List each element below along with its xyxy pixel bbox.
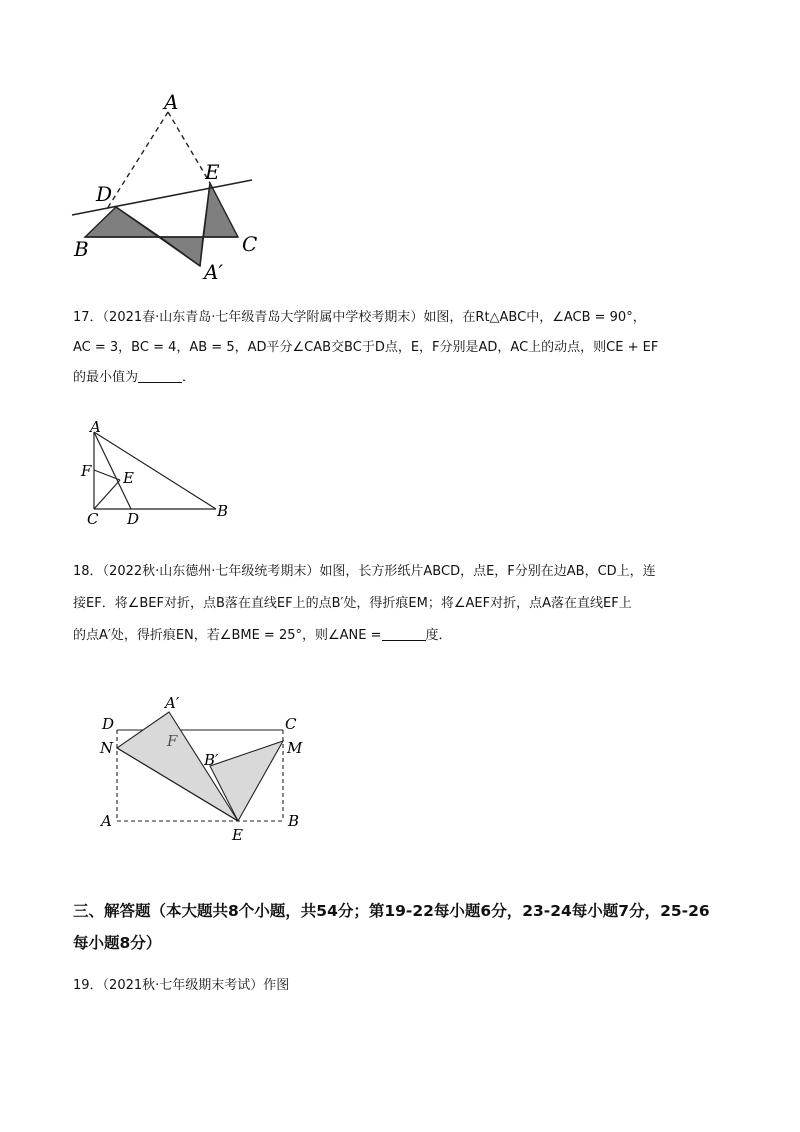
q17-text-3: 的最小值为 — [73, 370, 139, 385]
q17-text-2: AC = 3，BC = 4，AB = 5，AD平分∠CAB交BC于D点，E，F分别是AD，AC上的动点，则CE + EF — [73, 340, 659, 355]
q19-line1 — [73, 972, 289, 1000]
q18-text-2: 接EF．将∠BEF对折，点B落在直线EF上的点B′处，得折痕EM；将∠AEF对折，点A落在直线EF上 — [73, 596, 632, 611]
q19-text: 作图 — [263, 978, 290, 993]
label-B: B — [74, 237, 89, 261]
label-E: E — [205, 160, 220, 184]
label-D: D — [96, 182, 113, 206]
q18-text-3-end: 度． — [425, 628, 452, 643]
q17-line1 — [73, 304, 646, 332]
q18-line2 — [73, 590, 632, 618]
answer-blank[interactable] — [382, 626, 426, 641]
q17-text-3-end: ． — [182, 370, 196, 385]
q17-label-A: A — [90, 420, 101, 436]
section-3-heading-line2 — [73, 928, 161, 958]
q18-label-D: D — [102, 715, 115, 733]
label-C: C — [242, 232, 258, 256]
q18-source: （2022秋·山东德州·七年级统考期末） — [102, 564, 320, 579]
q18-number: 18． — [73, 564, 103, 579]
q18-label-C: C — [285, 715, 297, 733]
q18-line1 — [73, 558, 656, 586]
section-3-heading-text-1: 三、解答题（本大题共8个小题，共54分；第19-22每小题6分，23-24每小题7分，25-26 — [73, 902, 710, 920]
q18-label-N: N — [100, 739, 114, 757]
q17-label-C: C — [87, 510, 99, 528]
q18-label-B-prime: B′ — [204, 751, 219, 769]
q19-number: 19． — [73, 978, 103, 993]
label-A-prime: A′ — [204, 260, 223, 284]
label-A: A — [164, 90, 179, 114]
answer-blank[interactable] — [138, 368, 182, 383]
figure-q16 — [60, 85, 280, 295]
q17-line3 — [73, 364, 195, 392]
q17-text-1: 如图，在Rt△ABC中，∠ACB = 90°， — [423, 310, 646, 325]
q18-label-E: E — [232, 826, 243, 844]
q17-label-E: E — [123, 469, 134, 487]
q18-label-A-prime: A′ — [165, 694, 180, 712]
q17-label-F: F — [81, 462, 92, 480]
q18-text-1: 如图，长方形纸片ABCD，点E，F分别在边AB，CD上，连 — [319, 564, 656, 579]
section-3-heading-line1 — [73, 896, 710, 926]
q18-label-B: B — [288, 812, 300, 830]
figure-q18 — [95, 690, 325, 850]
q17-label-D: D — [127, 510, 140, 528]
q17-label-B: B — [217, 502, 229, 520]
q18-label-A: A — [101, 812, 112, 830]
figure-q17 — [76, 420, 246, 530]
q17-source: （2021春·山东青岛·七年级青岛大学附属中学校考期末） — [102, 310, 424, 325]
q18-text-3: 的点A′处，得折痕EN，若∠BME = 25°，则∠ANE = — [73, 628, 382, 643]
q18-line3 — [73, 622, 452, 650]
q18-label-M: M — [287, 739, 303, 757]
section-3-heading-text-2: 每小题8分） — [73, 934, 162, 952]
q18-label-F: F — [167, 732, 178, 750]
q17-number: 17． — [73, 310, 103, 325]
q17-line2 — [73, 334, 658, 362]
q19-source: （2021秋·七年级期末考试） — [102, 978, 264, 993]
